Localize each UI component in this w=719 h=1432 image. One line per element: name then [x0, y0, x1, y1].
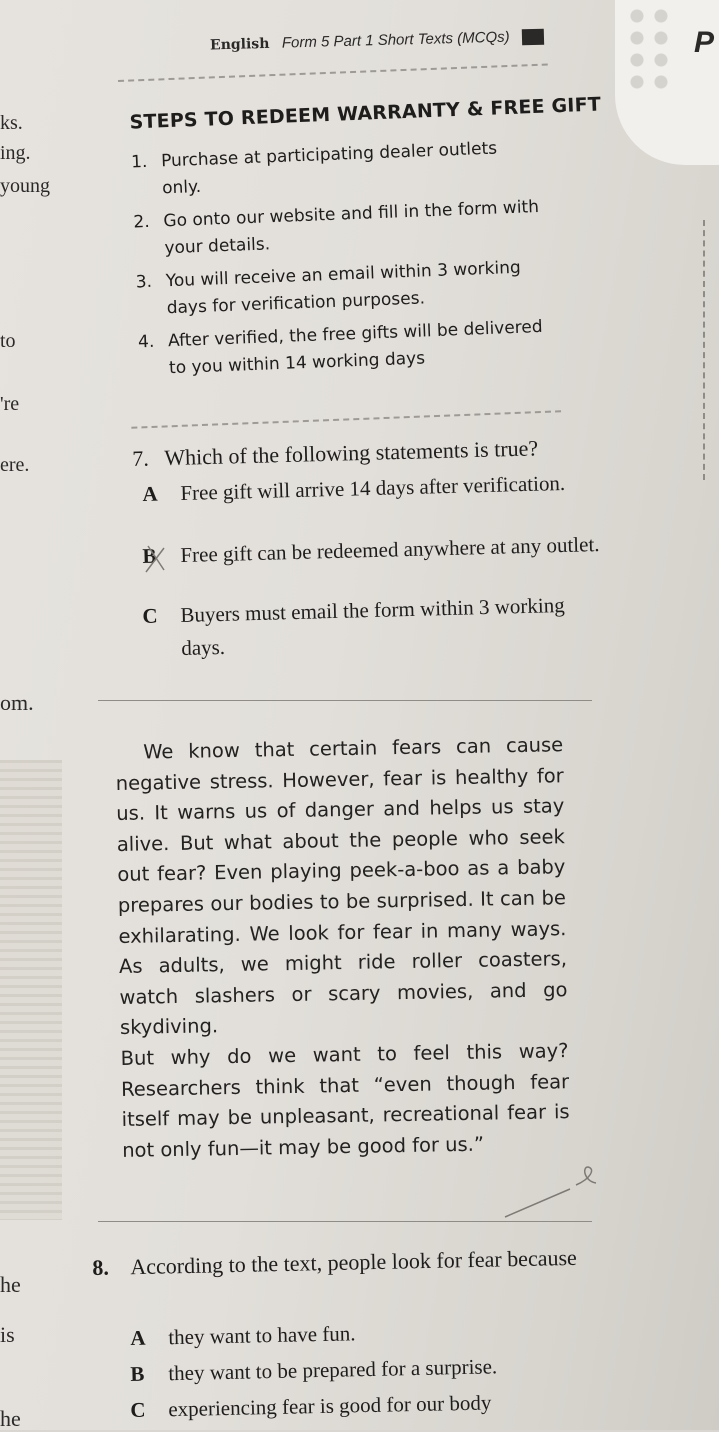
option-text: they want to be prepared for a surprise.: [168, 1354, 498, 1386]
question-number: 8.: [92, 1254, 110, 1280]
pencil-cross-mark: [140, 540, 180, 580]
margin-fragment: ks.: [0, 112, 23, 134]
margin-fragment: is: [0, 1322, 15, 1347]
question-number: 7.: [132, 445, 150, 471]
option-text: Free gift will arrive 14 days after verification.: [180, 470, 566, 505]
option-letter: C: [130, 1397, 146, 1422]
margin-fragment: 're: [0, 393, 20, 415]
option-letter: B: [130, 1361, 145, 1386]
option-7a[interactable]: [142, 470, 566, 548]
reading-passage: [115, 730, 570, 1166]
option-letter: A: [130, 1325, 146, 1350]
margin-fragment: ere.: [0, 454, 30, 476]
wifi-signal-icon: [522, 29, 544, 46]
margin-fragment: om.: [0, 690, 34, 715]
passage-paragraph: But why do we want to feel this way? Researchers think that “even though fear itself may be unpleasant, recreational fear is not only fun—it may be good for us.”: [120, 1039, 570, 1162]
next-page-letter: P: [694, 26, 715, 59]
passage-paragraph: We know that certain fears can cause negative stress. However, fear is healthy for us. It warns us of danger and helps us stay alive. But what about the people who seek out fear? Even playing peek-a-boo as a baby prepares our bodies to be surprised. It can be exhilarating. We look for fear in many ways. As adults, we might ride roller coasters, watch slashers or scary movies, and go skydiving.: [115, 733, 568, 1040]
question-text: Which of the following statements is true?: [163, 435, 539, 471]
option-text: they want to have fun.: [168, 1321, 356, 1350]
option-letter: B: [142, 543, 157, 568]
option-text: experiencing fear is good for our body: [168, 1390, 492, 1422]
question-7: [132, 433, 613, 472]
step-text: Purchase at participating dealer outlets only.: [160, 138, 498, 199]
question-text: According to the text, people look for fear because: [130, 1244, 578, 1280]
option-7c[interactable]: [142, 592, 565, 670]
question-8: [92, 1241, 622, 1280]
step-number: 2.: [133, 211, 151, 233]
step-number: 3.: [135, 271, 153, 293]
decorative-dot-pattern: [625, 5, 675, 90]
step-text: You will receive an email within 3 working days for verification purposes.: [165, 257, 522, 319]
warranty-notice: [118, 63, 602, 428]
page-header: [210, 28, 550, 54]
option-letter: C: [142, 603, 158, 628]
step-text: After verified, the free gifts will be delivered to you within 14 working days: [167, 316, 543, 379]
option-text: Buyers must email the form within 3 working days.: [180, 592, 565, 660]
option-8a[interactable]: [130, 1321, 356, 1358]
next-page-dashed-border: [703, 220, 709, 480]
margin-fragment: he: [0, 1272, 21, 1297]
header-subject: English: [209, 35, 270, 54]
warranty-title: STEPS TO REDEEM WARRANTY & FREE GIFT: [129, 93, 602, 134]
step-number: 1.: [130, 151, 148, 173]
margin-fragment: young: [0, 175, 50, 197]
header-title: Form 5 Part 1 Short Texts (MCQs): [281, 28, 510, 52]
pencil-scribble: [500, 1165, 610, 1225]
step-text: Go onto our website and fill in the form with your details.: [163, 196, 540, 259]
step-number: 4.: [137, 331, 155, 353]
margin-fragment: ing.: [0, 142, 31, 164]
option-letter: A: [142, 481, 158, 506]
option-8c[interactable]: [130, 1390, 492, 1430]
option-8b[interactable]: [130, 1354, 498, 1394]
option-text: Free gift can be redeemed anywhere at any outlet.: [180, 532, 600, 567]
margin-fragment: to: [0, 330, 16, 352]
adjacent-column-image: [0, 760, 62, 1220]
margin-fragment: he: [0, 1406, 21, 1431]
